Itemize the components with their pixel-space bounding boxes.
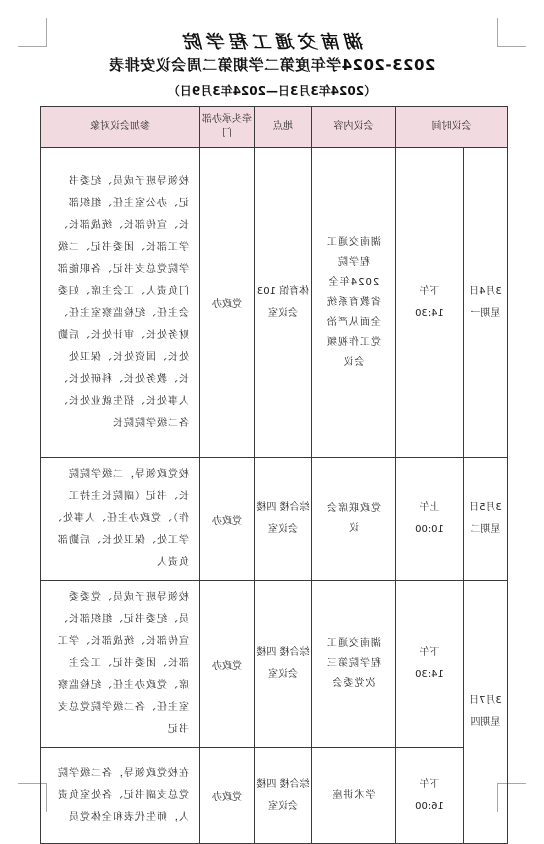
- day-date: 3月5日: [469, 502, 502, 513]
- time-cell: [396, 748, 464, 844]
- time-period: 下午: [419, 285, 440, 297]
- day-cell: [464, 458, 508, 581]
- time-cell: [396, 458, 464, 581]
- lead-department: 党政办: [200, 581, 255, 748]
- table-row: [41, 581, 508, 748]
- meeting-content: 党政联席会议: [312, 458, 396, 581]
- attendees: 校领导班子成员、党委委员、纪委书记、组织部长、宣传部长、统战部长、学工部长、团委书记、工会主席、党政办主任、纪检监察室主任、各二级学院党总支书记: [41, 581, 200, 748]
- attendees: 在校党政领导，各二级学院党总支副书记、各处室负责人，师生代表和全体党员: [41, 748, 200, 844]
- meeting-content: 湖南交通工程学院第三次党委会: [312, 581, 396, 748]
- attendees: 校领导班子成员、纪委书记、办公室主任、组织部长、宣传部长、统战部长、学工部长、团委书记、二级学院党总支书记、各职能部门负责人、工会主席、妇委会主任、纪检监察室主任、财务处长、审计处长、后勤处长、国资处长、保卫处长、教务处长、科研处长、人事处长、招生就业处长、各二级学院院长: [41, 148, 200, 458]
- meeting-location: 综合楼 四楼 会议室: [255, 581, 312, 748]
- time-cell: [396, 148, 464, 458]
- day-weekday: 星期二: [470, 524, 501, 535]
- header-lead-department: 牵头承办部门: [200, 107, 255, 148]
- day-cell: [464, 581, 508, 844]
- day-cell: [464, 148, 508, 458]
- lead-department: 党政办: [200, 148, 255, 458]
- meeting-content: 湖南交通工程学院2024年全省教育系统全面从严治党工作视频会议: [312, 148, 396, 458]
- header-meeting-content: 会议内容: [312, 107, 396, 148]
- meeting-location: 综合楼 四楼 会议室: [255, 748, 312, 844]
- school-name: 湖南交通工程学院: [180, 32, 364, 53]
- date-range: （2024年3月3日—2024年3月9日）: [167, 84, 377, 98]
- header-meeting-time: 会议时间: [396, 107, 508, 148]
- header-location: 地点: [255, 107, 312, 148]
- time-clock: 16:00: [415, 800, 444, 812]
- header-attendees: 参加会议对象: [41, 107, 200, 148]
- day-weekday: 星期四: [470, 717, 501, 728]
- table-row: [41, 748, 508, 844]
- time-cell: [396, 581, 464, 748]
- table-row: [41, 148, 508, 458]
- meeting-schedule-table: [40, 106, 508, 844]
- table-row: [41, 458, 508, 581]
- time-clock: 14:30: [415, 669, 444, 680]
- time-clock: 10:00: [415, 524, 444, 535]
- lead-department: 党政办: [200, 748, 255, 844]
- attendees: 校党政领导，二级学院院长、书记（副院长主持工作）、党政办主任、人事处、学工处、保卫处长、后勤部负责人: [41, 458, 200, 581]
- lead-department: 党政办: [200, 458, 255, 581]
- time-clock: 14:30: [415, 307, 444, 319]
- document-title: 2023-2024学年度第二学期第二周会议安排表: [108, 56, 436, 74]
- table-header-row: [41, 107, 508, 148]
- time-period: 下午: [419, 647, 440, 658]
- day-date: 3月7日: [469, 695, 502, 706]
- time-period: 下午: [419, 778, 440, 790]
- meeting-location: 体育馆 103 会议室: [255, 148, 312, 458]
- day-weekday: 星期一: [470, 307, 501, 319]
- day-date: 3月4日: [469, 285, 502, 297]
- meeting-location: 综合楼 四楼 会议室: [255, 458, 312, 581]
- meeting-content: 学术讲座: [312, 748, 396, 844]
- time-period: 上午: [419, 502, 440, 513]
